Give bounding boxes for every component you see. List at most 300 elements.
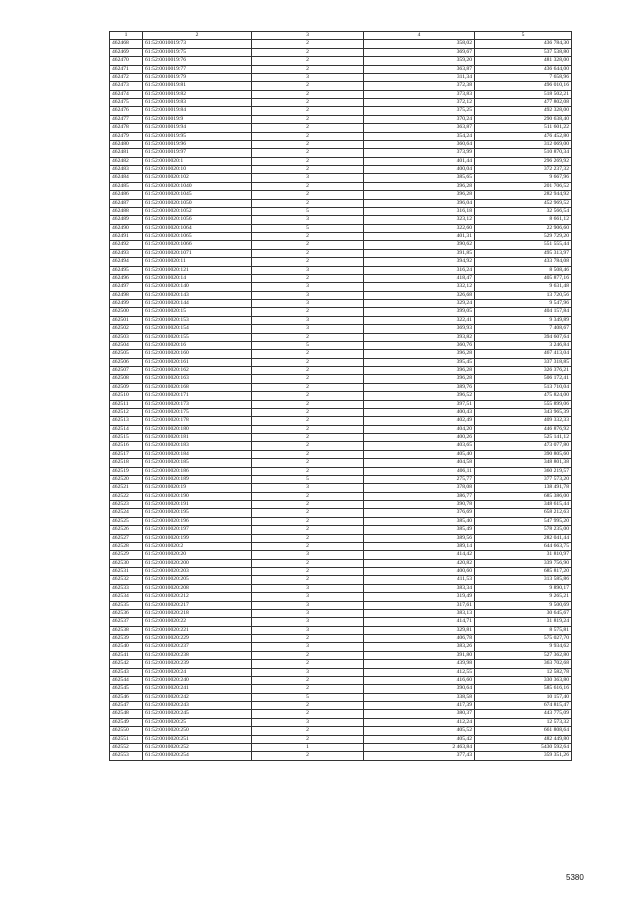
cadastral-number-cell: 61:52:0010020:121: [143, 266, 252, 274]
row-number-cell: 462524: [110, 509, 143, 517]
table-row: [110, 308, 572, 316]
category-cell: 2: [252, 417, 364, 425]
category-cell: 2: [252, 685, 364, 693]
row-number-cell: 462540: [110, 643, 143, 651]
table-row: [110, 718, 572, 726]
area-cell: 372,38: [364, 82, 475, 90]
area-cell: 400,43: [364, 408, 475, 416]
value-cell: 312 069,00: [475, 140, 572, 148]
category-cell: 2: [252, 258, 364, 266]
value-cell: 8 508,46: [475, 266, 572, 274]
category-cell: 2: [252, 735, 364, 743]
area-cell: 396,52: [364, 392, 475, 400]
category-cell: 3: [252, 601, 364, 609]
table-row: [110, 534, 572, 542]
category-cell: 2: [252, 375, 364, 383]
row-number-cell: 462539: [110, 635, 143, 643]
value-cell: 31 819,24: [475, 618, 572, 626]
column-header-1: 1: [110, 32, 143, 40]
table-row: [110, 584, 572, 592]
cadastral-number-cell: 61:52:0010020:184: [143, 450, 252, 458]
table-row: [110, 425, 572, 433]
category-cell: 3: [252, 668, 364, 676]
area-cell: 390,64: [364, 685, 475, 693]
table-row: [110, 266, 572, 274]
area-cell: 416,60: [364, 676, 475, 684]
cadastral-number-cell: 61:52:0010019:76: [143, 57, 252, 65]
table-row: [110, 735, 572, 743]
category-cell: 2: [252, 48, 364, 56]
value-cell: 32 566,54: [475, 207, 572, 215]
row-number-cell: 462506: [110, 358, 143, 366]
category-cell: 3: [252, 325, 364, 333]
table-row: [110, 124, 572, 132]
category-cell: 2: [252, 492, 364, 500]
row-number-cell: 462474: [110, 90, 143, 98]
value-cell: 31 810,97: [475, 551, 572, 559]
cadastral-number-cell: 61:52:0010020:251: [143, 735, 252, 743]
category-cell: 3: [252, 73, 364, 81]
table-row: [110, 509, 572, 517]
table-row: [110, 609, 572, 617]
row-number-cell: 462472: [110, 73, 143, 81]
category-cell: 5: [252, 341, 364, 349]
table-row: [110, 601, 572, 609]
area-cell: 363,87: [364, 124, 475, 132]
table-row: [110, 542, 572, 550]
row-number-cell: 462502: [110, 325, 143, 333]
area-cell: 400,26: [364, 434, 475, 442]
table-row: [110, 300, 572, 308]
cadastral-number-cell: 61:52:0010020:161: [143, 358, 252, 366]
area-cell: 405,42: [364, 735, 475, 743]
row-number-cell: 462508: [110, 375, 143, 383]
table-row: [110, 283, 572, 291]
table-row: [110, 57, 572, 65]
value-cell: 674 815,47: [475, 702, 572, 710]
area-cell: 396,28: [364, 182, 475, 190]
row-number-cell: 462480: [110, 140, 143, 148]
category-cell: 3: [252, 484, 364, 492]
category-cell: 2: [252, 274, 364, 282]
cadastral-number-cell: 61:52:0010020:208: [143, 584, 252, 592]
area-cell: 412,24: [364, 718, 475, 726]
cadastral-number-cell: 61:52:0010020:1045: [143, 191, 252, 199]
table-row: [110, 166, 572, 174]
column-header-2: 2: [143, 32, 252, 40]
row-number-cell: 462476: [110, 107, 143, 115]
cadastral-number-cell: 61:52:0010020:175: [143, 408, 252, 416]
table-row: [110, 207, 572, 215]
area-cell: 406,78: [364, 635, 475, 643]
cadastral-number-cell: 61:52:0010020:238: [143, 651, 252, 659]
category-cell: 2: [252, 534, 364, 542]
table-row: [110, 350, 572, 358]
cadastral-number-cell: 61:52:0010020:200: [143, 559, 252, 567]
cadastral-value-table: [109, 31, 572, 761]
area-cell: 401,44: [364, 157, 475, 165]
area-cell: 396,28: [364, 375, 475, 383]
cadastral-number-cell: 61:52:0010020:163: [143, 375, 252, 383]
row-number-cell: 462503: [110, 333, 143, 341]
table-row: [110, 568, 572, 576]
category-cell: 3: [252, 551, 364, 559]
table-row: [110, 752, 572, 760]
category-cell: 2: [252, 542, 364, 550]
table-row: [110, 434, 572, 442]
value-cell: 477 802,08: [475, 99, 572, 107]
category-cell: 2: [252, 350, 364, 358]
row-number-cell: 462492: [110, 241, 143, 249]
value-cell: 390 805,60: [475, 450, 572, 458]
row-number-cell: 462513: [110, 417, 143, 425]
row-number-cell: 462486: [110, 191, 143, 199]
row-number-cell: 462479: [110, 132, 143, 140]
value-cell: 8 575,81: [475, 626, 572, 634]
area-cell: 376,69: [364, 509, 475, 517]
area-cell: 404,58: [364, 459, 475, 467]
cadastral-number-cell: 61:52:0010020:155: [143, 333, 252, 341]
table-row: [110, 475, 572, 483]
row-number-cell: 462547: [110, 702, 143, 710]
value-cell: 13 720,56: [475, 291, 572, 299]
table-row: [110, 233, 572, 241]
cadastral-number-cell: 61:52:0010020:196: [143, 517, 252, 525]
cadastral-number-cell: 61:52:0010020:20: [143, 551, 252, 559]
cadastral-number-cell: 61:52:0010020:186: [143, 467, 252, 475]
cadastral-number-cell: 61:52:0010020:1066: [143, 241, 252, 249]
cadastral-number-cell: 61:52:0010019:81: [143, 82, 252, 90]
area-cell: 394,92: [364, 258, 475, 266]
value-cell: 394 607,64: [475, 333, 572, 341]
area-cell: 400,60: [364, 568, 475, 576]
area-cell: 316,18: [364, 207, 475, 215]
value-cell: 282 944,92: [475, 191, 572, 199]
table-row: [110, 727, 572, 735]
table-row: [110, 174, 572, 182]
area-cell: 396,28: [364, 367, 475, 375]
row-number-cell: 462519: [110, 467, 143, 475]
table-header-row: [110, 32, 572, 40]
row-number-cell: 462529: [110, 551, 143, 559]
area-cell: 326,68: [364, 291, 475, 299]
area-cell: 372,12: [364, 99, 475, 107]
table-row: [110, 358, 572, 366]
value-cell: 555 899,06: [475, 400, 572, 408]
category-cell: 2: [252, 425, 364, 433]
value-cell: 348 801,38: [475, 459, 572, 467]
row-number-cell: 462516: [110, 442, 143, 450]
category-cell: 3: [252, 626, 364, 634]
row-number-cell: 462551: [110, 735, 143, 743]
area-cell: 401,31: [364, 233, 475, 241]
category-cell: 2: [252, 367, 364, 375]
area-cell: 405,52: [364, 727, 475, 735]
value-cell: 409 332,33: [475, 417, 572, 425]
table-row: [110, 191, 572, 199]
area-cell: 338,58: [364, 693, 475, 701]
cadastral-number-cell: 61:52:0010020:252: [143, 743, 252, 751]
area-cell: 391,80: [364, 651, 475, 659]
value-cell: 360 219,57: [475, 467, 572, 475]
cadastral-number-cell: 61:52:0010020:10: [143, 166, 252, 174]
category-cell: 2: [252, 191, 364, 199]
row-number-cell: 462491: [110, 233, 143, 241]
cadastral-number-cell: 61:52:0010019:95: [143, 132, 252, 140]
table-row: [110, 501, 572, 509]
value-cell: 7 408,67: [475, 325, 572, 333]
value-cell: 7 658,96: [475, 73, 572, 81]
cadastral-number-cell: 61:52:0010020:189: [143, 475, 252, 483]
area-cell: 389,14: [364, 542, 475, 550]
table-row: [110, 216, 572, 224]
area-cell: 439,98: [364, 660, 475, 668]
value-cell: 5430 592,64: [475, 743, 572, 751]
table-row: [110, 224, 572, 232]
table-row: [110, 551, 572, 559]
row-number-cell: 462549: [110, 718, 143, 726]
table-row: [110, 576, 572, 584]
category-cell: 3: [252, 216, 364, 224]
area-cell: 383,34: [364, 584, 475, 592]
category-cell: 2: [252, 651, 364, 659]
category-cell: 2: [252, 40, 364, 48]
cadastral-number-cell: 61:52:0010020:22: [143, 618, 252, 626]
row-number-cell: 462544: [110, 676, 143, 684]
table-row: [110, 450, 572, 458]
table-row: [110, 400, 572, 408]
table-row: [110, 241, 572, 249]
table-row: [110, 710, 572, 718]
cadastral-number-cell: 61:52:0010020:15: [143, 308, 252, 316]
category-cell: 5: [252, 475, 364, 483]
cadastral-number-cell: 61:52:0010020:237: [143, 643, 252, 651]
table-row: [110, 99, 572, 107]
row-number-cell: 462477: [110, 115, 143, 123]
cadastral-number-cell: 61:52:0010020:243: [143, 702, 252, 710]
category-cell: 2: [252, 459, 364, 467]
cadastral-number-cell: 61:52:0010020:1065: [143, 233, 252, 241]
value-cell: 9 265,21: [475, 593, 572, 601]
area-cell: 417,39: [364, 702, 475, 710]
area-cell: 360,64: [364, 140, 475, 148]
cadastral-number-cell: 61:52:0010019:79: [143, 73, 252, 81]
cadastral-number-cell: 61:52:0010020:240: [143, 676, 252, 684]
value-cell: 313 585,86: [475, 576, 572, 584]
area-cell: 322,60: [364, 224, 475, 232]
table-row: [110, 182, 572, 190]
table-row: [110, 157, 572, 165]
value-cell: 348 615,44: [475, 501, 572, 509]
row-number-cell: 462517: [110, 450, 143, 458]
row-number-cell: 462535: [110, 601, 143, 609]
table-row: [110, 467, 572, 475]
row-number-cell: 462495: [110, 266, 143, 274]
category-cell: 2: [252, 450, 364, 458]
category-cell: 2: [252, 157, 364, 165]
cadastral-number-cell: 61:52:0010019:84: [143, 107, 252, 115]
row-number-cell: 462527: [110, 534, 143, 542]
table-row: [110, 140, 572, 148]
row-number-cell: 462505: [110, 350, 143, 358]
value-cell: 12 573,32: [475, 718, 572, 726]
table-row: [110, 249, 572, 257]
value-cell: 296 269,92: [475, 157, 572, 165]
value-cell: 433 784,08: [475, 258, 572, 266]
value-cell: 339 756,90: [475, 559, 572, 567]
table-row: [110, 149, 572, 157]
value-cell: 363 702,68: [475, 660, 572, 668]
row-number-cell: 462490: [110, 224, 143, 232]
category-cell: 3: [252, 718, 364, 726]
value-cell: 476 452,80: [475, 132, 572, 140]
cadastral-number-cell: 61:52:0010020:191: [143, 501, 252, 509]
row-number-cell: 462518: [110, 459, 143, 467]
category-cell: 2: [252, 392, 364, 400]
cadastral-number-cell: 61:52:0010019:94: [143, 124, 252, 132]
table-row: [110, 660, 572, 668]
area-cell: 403,65: [364, 442, 475, 450]
value-cell: 547 995,20: [475, 517, 572, 525]
row-number-cell: 462550: [110, 727, 143, 735]
category-cell: 2: [252, 509, 364, 517]
area-cell: 404,20: [364, 425, 475, 433]
area-cell: 373,99: [364, 149, 475, 157]
value-cell: 359 351,26: [475, 752, 572, 760]
value-cell: 495 313,97: [475, 249, 572, 257]
table-row: [110, 492, 572, 500]
category-cell: 2: [252, 752, 364, 760]
row-number-cell: 462470: [110, 57, 143, 65]
row-number-cell: 462510: [110, 392, 143, 400]
value-cell: 482 449,80: [475, 735, 572, 743]
area-cell: 360,76: [364, 341, 475, 349]
category-cell: 5: [252, 693, 364, 701]
category-cell: 2: [252, 660, 364, 668]
area-cell: 400,04: [364, 166, 475, 174]
value-cell: 578 235,00: [475, 526, 572, 534]
area-cell: 406,11: [364, 467, 475, 475]
cadastral-number-cell: 61:52:0010020:180: [143, 425, 252, 433]
value-cell: 290 638,40: [475, 115, 572, 123]
row-number-cell: 462489: [110, 216, 143, 224]
table-row: [110, 375, 572, 383]
table-row: [110, 341, 572, 349]
row-number-cell: 462498: [110, 291, 143, 299]
row-number-cell: 462522: [110, 492, 143, 500]
value-cell: 467 413,04: [475, 350, 572, 358]
cadastral-number-cell: 61:52:0010020:245: [143, 710, 252, 718]
area-cell: 390,78: [364, 501, 475, 509]
table-row: [110, 107, 572, 115]
table-row: [110, 392, 572, 400]
table-row: [110, 115, 572, 123]
area-cell: 383,13: [364, 609, 475, 617]
row-number-cell: 462493: [110, 249, 143, 257]
cadastral-number-cell: 61:52:0010020:195: [143, 509, 252, 517]
area-cell: 323,12: [364, 216, 475, 224]
value-cell: 377 573,20: [475, 475, 572, 483]
category-cell: 2: [252, 576, 364, 584]
table-row: [110, 685, 572, 693]
value-cell: 9 631,48: [475, 283, 572, 291]
category-cell: 2: [252, 710, 364, 718]
table-row: [110, 517, 572, 525]
cadastral-number-cell: 61:52:0010020:16: [143, 341, 252, 349]
table-row: [110, 132, 572, 140]
row-number-cell: 462483: [110, 166, 143, 174]
row-number-cell: 462512: [110, 408, 143, 416]
area-cell: 396,28: [364, 350, 475, 358]
table-body: [110, 40, 572, 760]
row-number-cell: 462478: [110, 124, 143, 132]
table-row: [110, 417, 572, 425]
value-cell: 138 491,78: [475, 484, 572, 492]
cadastral-number-cell: 61:52:0010019:83: [143, 99, 252, 107]
cadastral-number-cell: 61:52:0010020:250: [143, 727, 252, 735]
value-cell: 475 824,00: [475, 392, 572, 400]
table-row: [110, 65, 572, 73]
area-cell: 373,83: [364, 90, 475, 98]
cadastral-number-cell: 61:52:0010020:168: [143, 383, 252, 391]
column-header-4: 4: [364, 32, 475, 40]
row-number-cell: 462500: [110, 308, 143, 316]
category-cell: 2: [252, 90, 364, 98]
value-cell: 10 157,40: [475, 693, 572, 701]
cadastral-number-cell: 61:52:0010019:77: [143, 65, 252, 73]
table-row: [110, 702, 572, 710]
row-number-cell: 462525: [110, 517, 143, 525]
row-number-cell: 462552: [110, 743, 143, 751]
table-row: [110, 48, 572, 56]
table-row: [110, 484, 572, 492]
area-cell: 396,04: [364, 199, 475, 207]
area-cell: 370,24: [364, 115, 475, 123]
area-cell: 385,65: [364, 174, 475, 182]
area-cell: 391,85: [364, 249, 475, 257]
area-cell: 316,24: [364, 266, 475, 274]
category-cell: 5: [252, 207, 364, 215]
cadastral-number-cell: 61:52:0010020:203: [143, 568, 252, 576]
table-row: [110, 559, 572, 567]
cadastral-number-cell: 61:52:0010020:241: [143, 685, 252, 693]
value-cell: 496 010,16: [475, 82, 572, 90]
area-cell: 359,20: [364, 57, 475, 65]
value-cell: 3 246,84: [475, 341, 572, 349]
category-cell: 2: [252, 308, 364, 316]
value-cell: 9 547,96: [475, 300, 572, 308]
value-cell: 9 890,17: [475, 584, 572, 592]
area-cell: 411,53: [364, 576, 475, 584]
value-cell: 12 582,78: [475, 668, 572, 676]
category-cell: 2: [252, 501, 364, 509]
area-cell: 378,08: [364, 484, 475, 492]
value-cell: 527 362,80: [475, 651, 572, 659]
table-row: [110, 73, 572, 81]
table-row: [110, 367, 572, 375]
table-row: [110, 618, 572, 626]
category-cell: 2: [252, 115, 364, 123]
value-cell: 8 661,12: [475, 216, 572, 224]
category-cell: 3: [252, 266, 364, 274]
category-cell: 1: [252, 743, 364, 751]
area-cell: 358,02: [364, 40, 475, 48]
category-cell: 3: [252, 300, 364, 308]
cadastral-number-cell: 61:52:0010019:96: [143, 140, 252, 148]
category-cell: 3: [252, 174, 364, 182]
table-row: [110, 643, 572, 651]
value-cell: 537 538,80: [475, 48, 572, 56]
